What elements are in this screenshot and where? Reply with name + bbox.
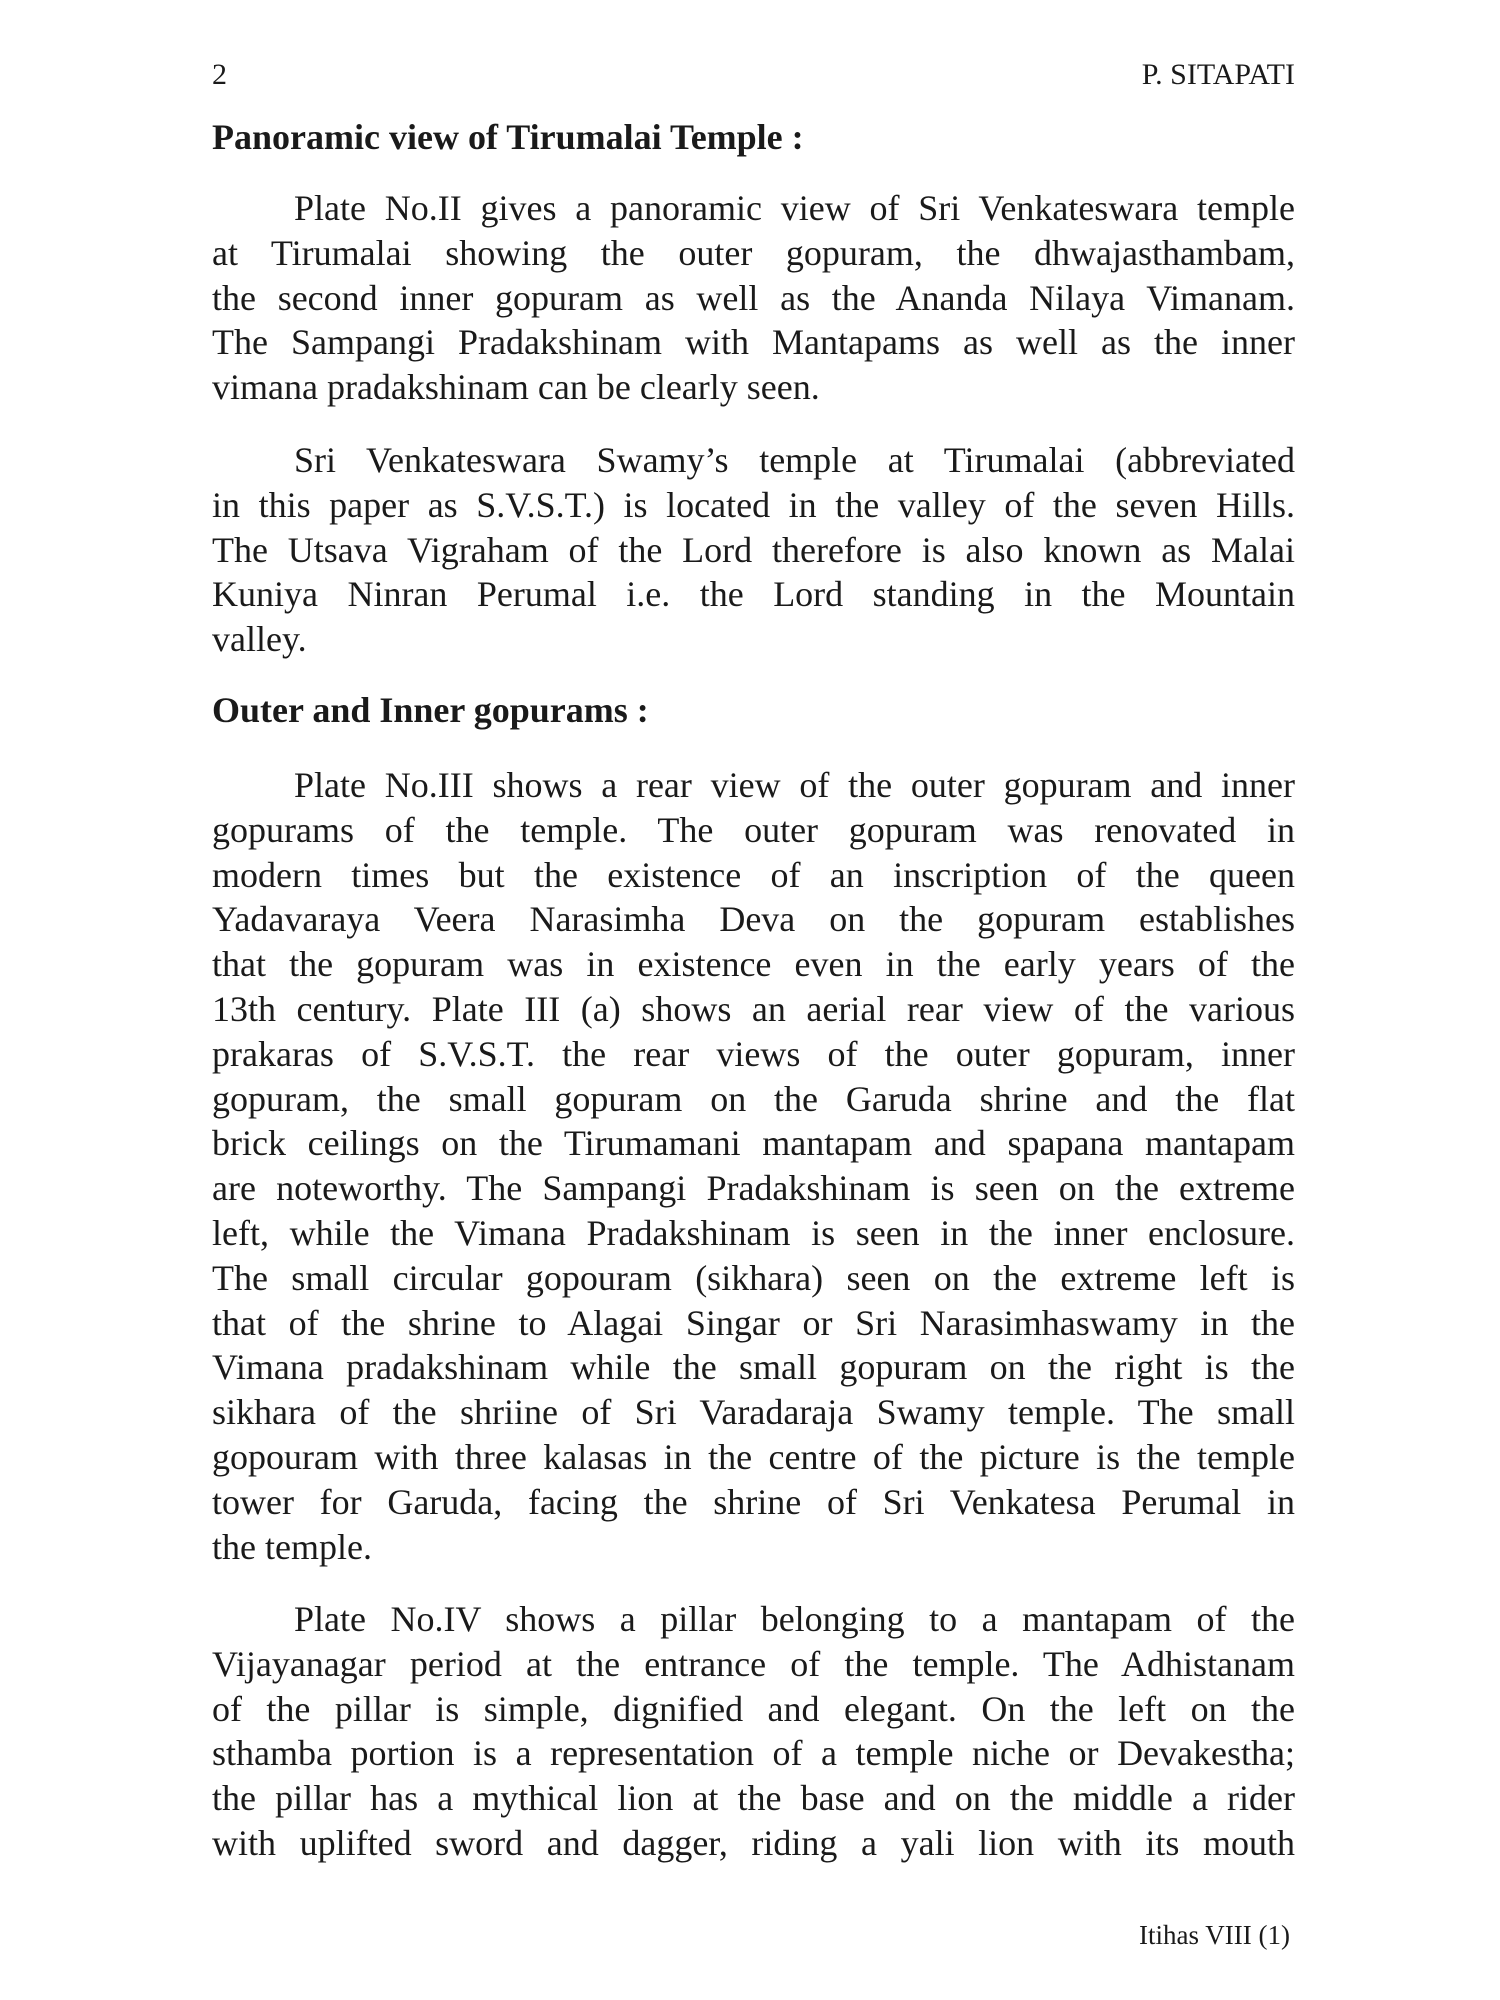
text-line-content: are noteworthy. The Sampangi Pradakshinam is seen on the extreme — [212, 1168, 1295, 1209]
text-line-content: that of the shrine to Alagai Singar or Sri Narasimhaswamy in the — [212, 1302, 1295, 1343]
text-line — [212, 897, 1295, 942]
text-line — [212, 1211, 1295, 1256]
text-line-content: with uplifted sword and dagger, riding a yali lion with its mouth — [212, 1822, 1295, 1863]
text-line-content: modern times but the existence of an inscription of the queen — [212, 854, 1295, 895]
text-line-content: at Tirumalai showing the outer gopuram, the dhwajasthambam, — [212, 232, 1295, 273]
text-line — [212, 1166, 1295, 1211]
text-line-content: of the pillar is simple, dignified and elegant. On the left on the — [212, 1688, 1295, 1729]
section-heading-panoramic: Panoramic view of Tirumalai Temple : — [212, 117, 804, 157]
text-line-content: that the gopuram was in existence even in the early years of the — [212, 944, 1295, 985]
text-line-content: Yadavaraya Veera Narasimha Deva on the gopuram establishes — [212, 899, 1295, 940]
text-line-content: tower for Garuda, facing the shrine of Sri Venkatesa Perumal in — [212, 1481, 1295, 1522]
paragraph — [212, 1597, 1295, 1866]
text-line-content: the temple. — [212, 1526, 372, 1567]
text-line-content: left, while the Vimana Pradakshinam is seen in the inner enclosure. — [212, 1212, 1295, 1253]
text-line — [212, 231, 1295, 276]
text-line — [212, 942, 1295, 987]
text-line — [212, 853, 1295, 898]
text-line — [212, 1525, 1295, 1570]
text-line — [212, 763, 1295, 808]
text-line — [212, 572, 1295, 617]
text-line-content: the pillar has a mythical lion at the base and on the middle a rider — [212, 1778, 1295, 1819]
text-line-content: The Utsava Vigraham of the Lord therefore is also known as Malai — [212, 529, 1295, 570]
text-line-content: in this paper as S.V.S.T.) is located in the valley of the seven Hills. — [212, 484, 1295, 525]
text-line-content: Plate No.IV shows a pillar belonging to a mantapam of the — [294, 1599, 1295, 1639]
text-line — [212, 1435, 1295, 1480]
text-line — [212, 1032, 1295, 1077]
text-line — [212, 1821, 1295, 1866]
text-line-content: sthamba portion is a representation of a temple niche or Devakestha; — [212, 1733, 1295, 1774]
paragraph — [212, 763, 1295, 1569]
text-line — [212, 186, 1295, 231]
text-line — [212, 808, 1295, 853]
text-line — [212, 1121, 1295, 1166]
text-line — [212, 1687, 1295, 1732]
text-line-content: The Sampangi Pradakshinam with Mantapams as well as the inner — [212, 322, 1295, 363]
text-line — [212, 617, 1295, 662]
text-line — [212, 438, 1295, 483]
text-line-content: The small circular gopouram (sikhara) seen on the extreme left is — [212, 1257, 1295, 1298]
text-line-content: gopuram, the small gopuram on the Garuda shrine and the flat — [212, 1078, 1295, 1119]
page-number: 2 — [212, 58, 227, 91]
text-line — [212, 1256, 1295, 1301]
text-line — [212, 1776, 1295, 1821]
text-line-content: Vimana pradakshinam while the small gopuram on the right is the — [212, 1347, 1295, 1388]
text-line — [212, 987, 1295, 1032]
paragraph — [212, 438, 1295, 662]
text-line-content: gopouram with three kalasas in the centre of the picture is the temple — [212, 1436, 1295, 1477]
text-line — [212, 1345, 1295, 1390]
text-line — [212, 483, 1295, 528]
text-line — [212, 1731, 1295, 1776]
text-line — [212, 1642, 1295, 1687]
text-line-content: sikhara of the shriine of Sri Varadaraja Swamy temple. The small — [212, 1392, 1295, 1433]
footer-journal: Itihas VIII (1) — [1139, 1920, 1290, 1950]
text-line-content: the second inner gopuram as well as the Ananda Nilaya Vimanam. — [212, 277, 1295, 318]
text-line — [212, 320, 1295, 365]
text-line — [212, 1390, 1295, 1435]
text-line-content: Plate No.III shows a rear view of the outer gopuram and inner — [294, 765, 1295, 805]
text-line-content: Kuniya Ninran Perumal i.e. the Lord standing in the Mountain — [212, 574, 1295, 615]
text-line — [212, 365, 1295, 410]
text-line — [212, 276, 1295, 321]
text-line-content: gopurams of the temple. The outer gopuram was renovated in — [212, 809, 1295, 850]
text-line — [212, 1301, 1295, 1346]
running-header-author: P. SITAPATI — [1141, 58, 1295, 91]
paragraph — [212, 186, 1295, 410]
text-line-content: 13th century. Plate III (a) shows an aerial rear view of the various — [212, 988, 1295, 1029]
section-heading-gopurams: Outer and Inner gopurams : — [212, 690, 649, 730]
text-line — [212, 528, 1295, 573]
text-line — [212, 1597, 1295, 1642]
text-line — [212, 1480, 1295, 1525]
text-line-content: Vijayanagar period at the entrance of the temple. The Adhistanam — [212, 1643, 1295, 1684]
text-line-content: brick ceilings on the Tirumamani mantapam and spapana mantapam — [212, 1123, 1295, 1164]
text-line-content: vimana pradakshinam can be clearly seen. — [212, 367, 820, 408]
text-line-content: Sri Venkateswara Swamy’s temple at Tirumalai (abbreviated — [294, 440, 1295, 480]
text-line-content: Plate No.II gives a panoramic view of Sri Venkateswara temple — [294, 188, 1295, 228]
text-line-content: prakaras of S.V.S.T. the rear views of the outer gopuram, inner — [212, 1033, 1295, 1074]
text-line-content: valley. — [212, 619, 307, 660]
text-line — [212, 1077, 1295, 1122]
